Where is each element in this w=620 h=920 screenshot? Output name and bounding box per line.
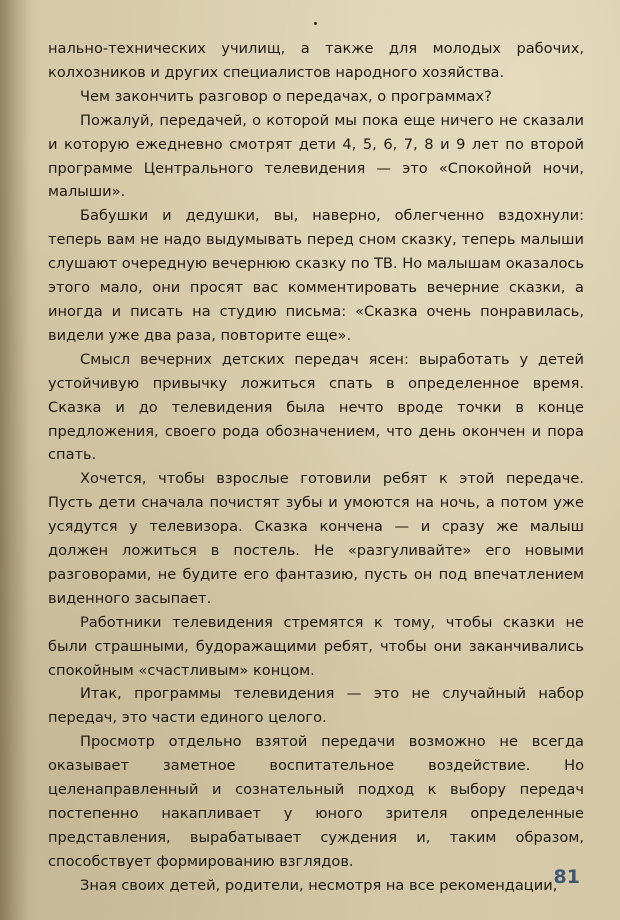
paragraph-6: Хочется, чтобы взрослые готовили ребят к этой передаче. Пусть дети сначала почистят зубы и умоются на ночь, а потом уже усядутся у телевизора. Сказка кончена — и сразу же малыш должен ложиться в постель. Не «разгуливайте» его новыми разговорами, не будите его фантазию, пусть он под впечатлением виденного засыпает. bbox=[48, 470, 584, 607]
paragraph-3: Пожалуй, передачей, о которой мы пока еще ничего не сказали и которую ежедневно смотрят дети 4, 5, 6, 7, 8 и 9 лет по второй программе Центрального телевидения — это «Спокойной ночи, малыши». bbox=[48, 111, 584, 201]
paragraph-5: Смысл вечерних детских передач ясен: выработать у детей устойчивую привычку ложиться спать в определенное время. Сказка и до телевидения была нечто вроде точки в конце предложения, своего рода обозначением, что день окончен и пора спать. bbox=[48, 350, 584, 464]
page-fold-shadow bbox=[0, 0, 30, 920]
paragraph-7: Работники телевидения стремятся к тому, чтобы сказки не были страшными, будоражащими ребят, чтобы они заканчивались спокойным «счастливым» концом. bbox=[48, 613, 584, 679]
paragraph-9: Просмотр отдельно взятой передачи возможно не всегда оказывает заметное воспитательное воздействие. Но целенаправленный и сознательный подход к выбору передач постепенно накапливает у юного зрителя определенные представления, вырабатывает суждения и, таким образом, способствует формированию взглядов. bbox=[48, 733, 584, 870]
body-text bbox=[48, 37, 584, 898]
print-speck bbox=[314, 22, 317, 25]
paragraph-10: Зная своих детей, родители, несмотря на все рекомендации, bbox=[80, 876, 558, 894]
paragraph-2: Чем закончить разговор о передачах, о программах? bbox=[80, 87, 492, 105]
paragraph-8: Итак, программы телевидения — это не случайный набор передач, это части единого целого. bbox=[48, 685, 584, 727]
paragraph-1: нально-технических училищ, а также для молодых рабочих, колхозников и других специалистов народного хозяйства. bbox=[48, 40, 584, 81]
paragraph-4: Бабушки и дедушки, вы, наверно, облегченно вздохнули: теперь вам не надо выдумывать перед сном сказку, теперь малыши слушают очередную вечернюю сказку по ТВ. Но малышам оказалось этого мало, они просят вас комментировать вечерние сказки, а иногда и писать на студию письма: «Сказка очень понравилась, видели уже два раза, повторите еще». bbox=[48, 207, 584, 344]
page-number: 81 bbox=[553, 866, 580, 888]
